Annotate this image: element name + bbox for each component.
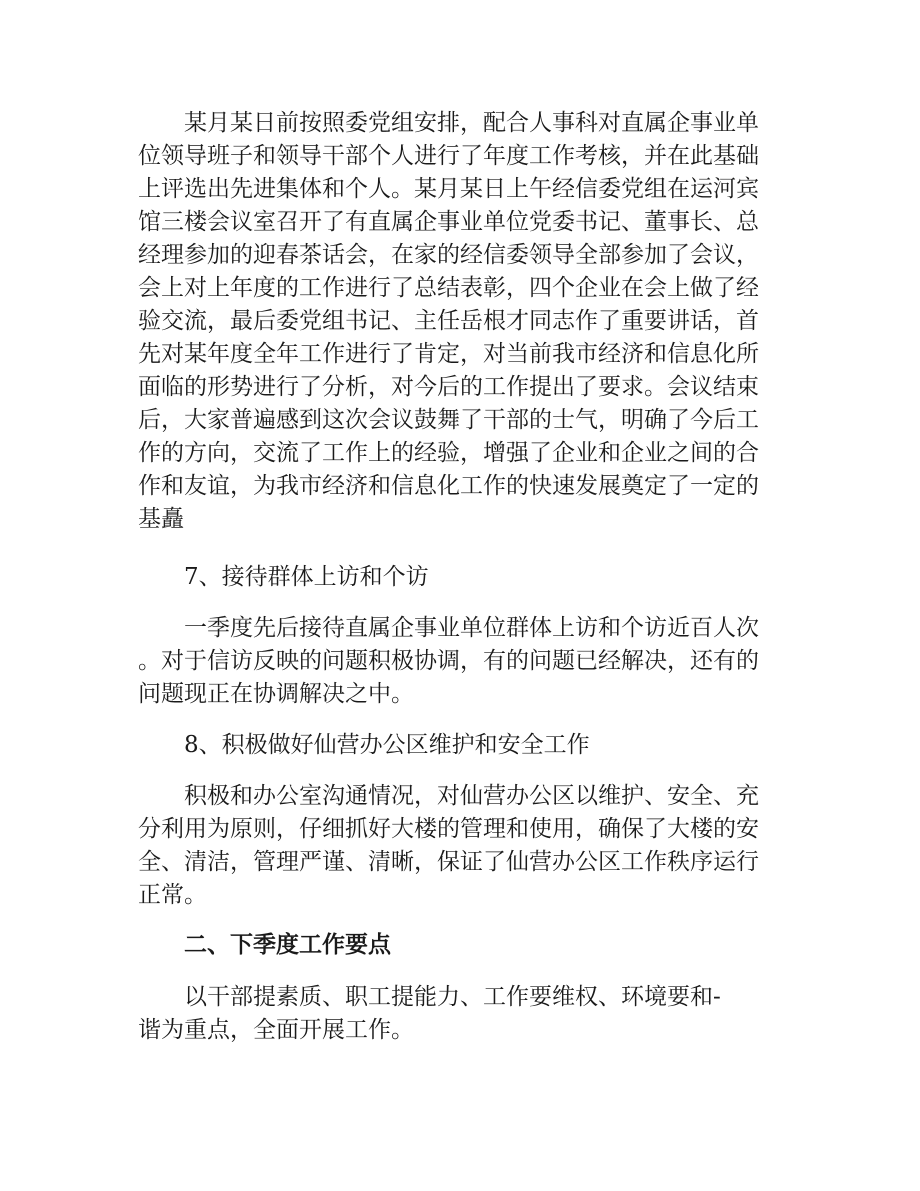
subheading-7: 7、接待群体上访和个访 — [184, 564, 429, 590]
paragraph-line: 验交流，最后委党组书记、主任岳根才同志作了重要讲话，首 — [138, 308, 759, 334]
paragraph-line: 以干部提素质、职工提能力、工作要维权、环境要和- — [184, 984, 721, 1010]
paragraph-line: 会上对上年度的工作进行了总结表彰，四个企业在会上做了经 — [138, 275, 759, 301]
paragraph-line: 。对于信访反映的问题积极协调，有的问题已经解决，还有的 — [138, 648, 759, 674]
paragraph-line: 面临的形势进行了分析，对今后的工作提出了要求。会议结束 — [138, 374, 759, 400]
paragraph-line: 基矗 — [138, 506, 184, 532]
paragraph-line: 问题现正在协调解决之中。 — [138, 681, 414, 707]
paragraph-line: 正常。 — [138, 882, 207, 908]
paragraph-line: 位领导班子和领导干部个人进行了年度工作考核，并在此基础 — [138, 143, 759, 169]
paragraph-line: 作的方向，交流了工作上的经验，增强了企业和企业之间的合 — [138, 440, 759, 466]
subheading-8: 8、积极做好仙营办公区维护和安全工作 — [184, 732, 590, 758]
paragraph-line: 上评选出先进集体和个人。某月某日上午经信委党组在运河宾 — [138, 176, 759, 202]
paragraph-line: 经理参加的迎春茶话会，在家的经信委领导全部参加了会议， — [138, 242, 759, 268]
paragraph-line: 积极和办公室沟通情况，对仙营办公区以维护、安全、充 — [184, 783, 759, 809]
paragraph-line: 作和友谊，为我市经济和信息化工作的快速发展奠定了一定的 — [138, 473, 759, 499]
paragraph-line: 谐为重点，全面开展工作。 — [138, 1017, 414, 1043]
paragraph-line: 一季度先后接待直属企事业单位群体上访和个访近百人次 — [184, 615, 759, 641]
paragraph-line: 馆三楼会议室召开了有直属企事业单位党委书记、董事长、总 — [138, 209, 759, 235]
paragraph-line: 全、清洁，管理严谨、清晰，保证了仙营办公区工作秩序运行 — [138, 849, 759, 875]
paragraph-line: 分利用为原则，仔细抓好大楼的管理和使用，确保了大楼的安 — [138, 816, 759, 842]
paragraph-line: 某月某日前按照委党组安排，配合人事科对直属企事业单 — [184, 110, 759, 136]
paragraph-line: 后，大家普遍感到这次会议鼓舞了干部的士气，明确了今后工 — [138, 407, 759, 433]
section-title: 二、下季度工作要点 — [184, 932, 391, 958]
paragraph-line: 先对某年度全年工作进行了肯定，对当前我市经济和信息化所 — [138, 341, 759, 367]
